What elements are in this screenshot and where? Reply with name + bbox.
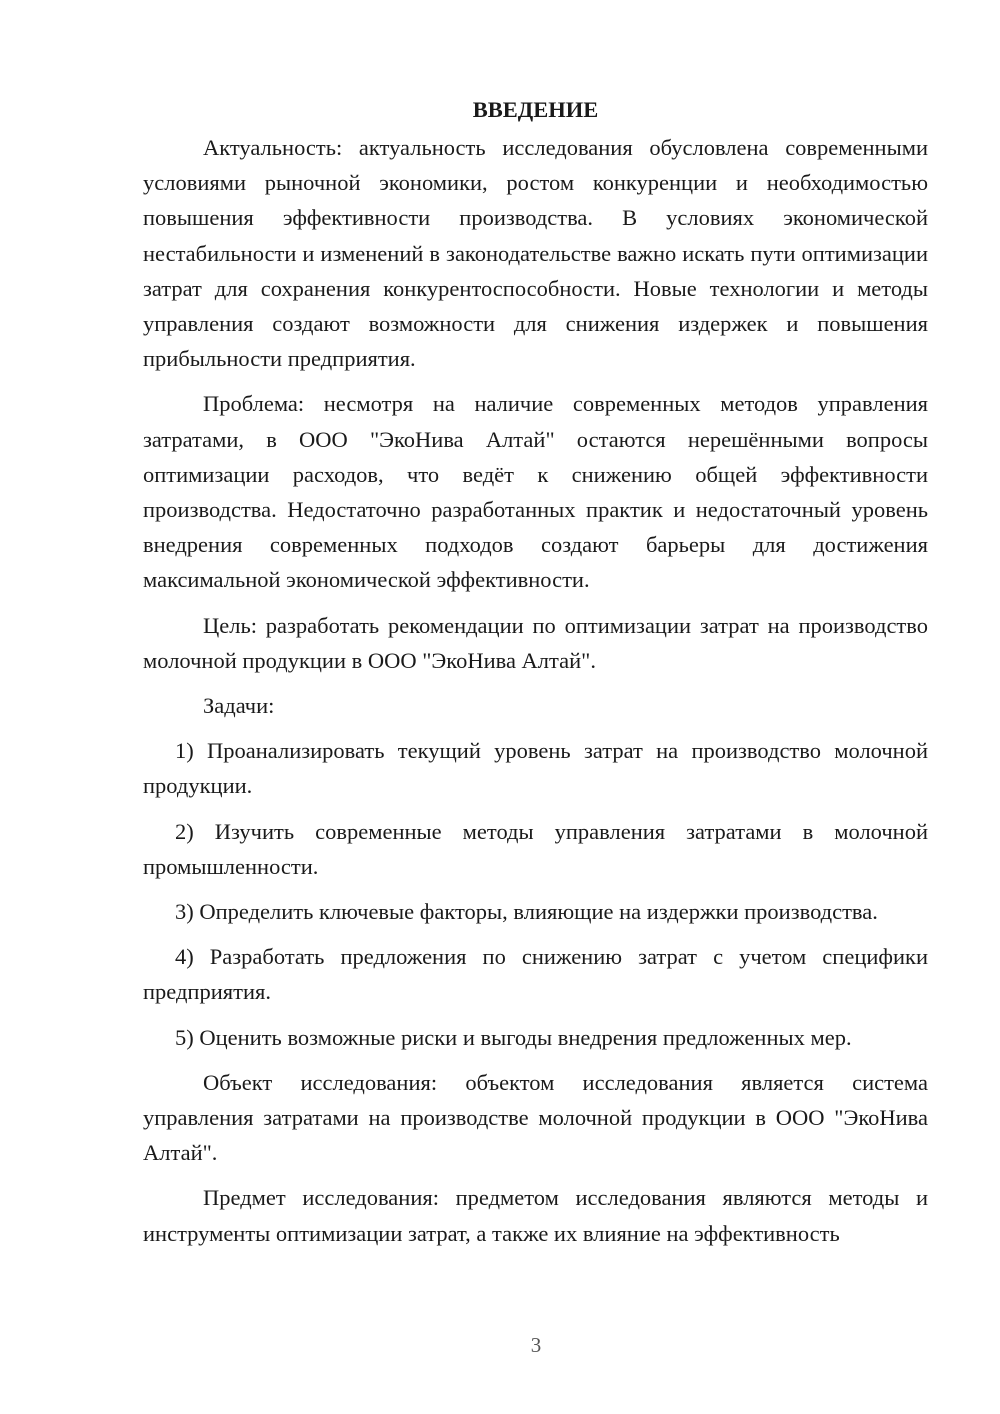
page-content (143, 92, 928, 1261)
task-item: 3) Определить ключевые факторы, влияющие на издержки производства. (175, 899, 878, 925)
problem-paragraph: Проблема: несмотря на наличие современных методов управления затратами, в ООО "ЭкоНива Алтай" остаются нерешёнными вопросы оптимизации расходов, что ведёт к снижению общей эффективности производства. Недостаточно разработанных практик и недостаточный уровень внедрения современных подходов создают барьеры для достижения максимальной экономической эффективности. (143, 391, 928, 593)
subject-paragraph: Предмет исследования: предметом исследования являются методы и инструменты оптимизации затрат, а также их влияние на эффективность (143, 1185, 928, 1246)
task-item: 2) Изучить современные методы управления затратами в молочной промышленности. (143, 818, 928, 879)
tasks-heading: Задачи: (203, 693, 275, 719)
task-item: 1) Проанализировать текущий уровень затрат на производство молочной продукции. (143, 738, 928, 799)
goal-paragraph: Цель: разработать рекомендации по оптимизации затрат на производство молочной продукции в ООО "ЭкоНива Алтай". (143, 612, 928, 673)
object-paragraph: Объект исследования: объектом исследования является система управления затратами на производстве молочной продукции в ООО "ЭкоНива Алтай". (143, 1069, 928, 1166)
page-number: 3 (530, 1333, 542, 1357)
task-item: 4) Разработать предложения по снижению затрат с учетом специфики предприятия. (143, 944, 928, 1005)
task-item: 5) Оценить возможные риски и выгоды внедрения предложенных мер. (175, 1024, 852, 1050)
section-title: ВВЕДЕНИЕ (472, 97, 599, 122)
relevance-paragraph: Актуальность: актуальность исследования обусловлена современными условиями рыночной экономики, ростом конкуренции и необходимостью повышения эффективности производства. В условиях экономической нестабильности и изменений в законодательстве важно искать пути оптимизации затрат для сохранения конкурентоспособности. Новые технологии и методы управления создают возможности для снижения издержек и повышения прибыльности предприятия. (143, 135, 928, 372)
